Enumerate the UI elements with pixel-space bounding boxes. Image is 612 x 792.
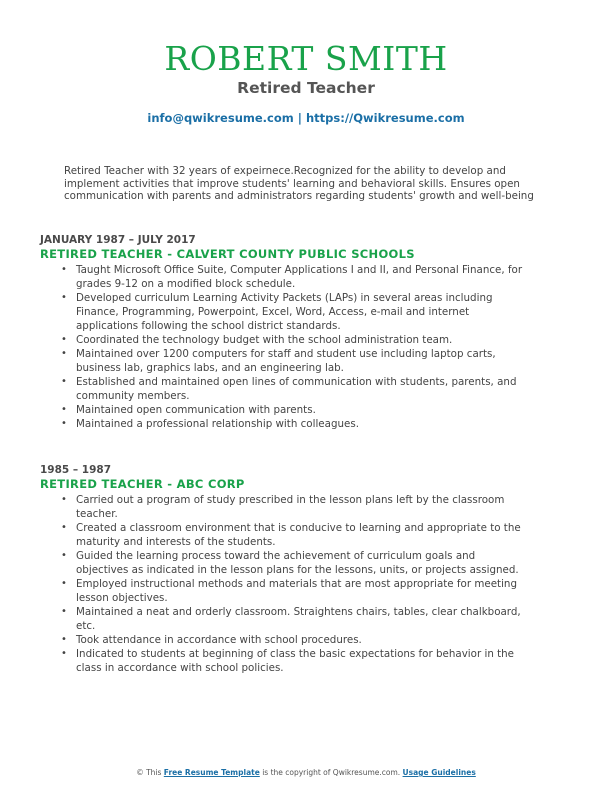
summary-paragraph: Retired Teacher with 32 years of expeirnece.Recognized for the ability to develop and implement activities that improve students' learning and behavioral skills. Ensures open communication with parents and administrators regarding students' growth and well-being xyxy=(64,165,534,202)
duty-item: • Employed instructional methods and materials that are most appropriate for meeting lesson objectives. xyxy=(61,578,517,604)
job-dates: 1985 – 1987 xyxy=(40,464,112,476)
usage-guidelines-link[interactable]: Usage Guidelines xyxy=(402,768,476,777)
bullet-icon: • xyxy=(61,334,67,345)
website-link[interactable]: https://Qwikresume.com xyxy=(305,111,465,125)
free-resume-template-link[interactable]: Free Resume Template xyxy=(163,768,260,777)
duty-item: • Indicated to students at beginning of class the basic expectations for behavior in the class in accordance with school policies. xyxy=(61,648,515,674)
bullet-icon: • xyxy=(61,606,67,617)
bullet-icon: • xyxy=(61,376,67,387)
bullet-icon: • xyxy=(61,550,67,561)
duty-item: • Took attendance in accordance with school procedures. xyxy=(61,634,362,646)
copyright-footer xyxy=(0,768,612,778)
duty-item: • Established and maintained open lines of communication with students, parents, and community members. xyxy=(61,376,517,402)
footer-middle: is the copyright of Qwikresume.com. xyxy=(262,768,401,777)
candidate-name: ROBERT SMITH xyxy=(164,39,448,78)
contact-line xyxy=(0,111,612,126)
bullet-icon: • xyxy=(61,292,67,303)
duty-item: • Coordinated the technology budget with the school administration team. xyxy=(61,334,453,346)
bullet-icon: • xyxy=(61,634,67,645)
duty-item: • Maintained open communication with parents. xyxy=(61,404,316,416)
bullet-icon: • xyxy=(61,404,67,415)
job-duties-list xyxy=(40,263,570,431)
duty-item: • Developed curriculum Learning Activity Packets (LAPs) in several areas including Finance, Programming, Powerpoint, Excel, Word, Access, e-mail and internet applications following the school district standards. xyxy=(61,292,493,332)
duty-item: • Maintained over 1200 computers for staff and student use including laptop carts, business lab, graphics labs, and an engineering lab. xyxy=(61,348,496,374)
duty-item: • Guided the learning process toward the achievement of curriculum goals and objectives as indicated in the lesson plans for the lessons, units, or projects assigned. xyxy=(61,550,519,576)
job-title: RETIRED TEACHER - ABC CORP xyxy=(40,477,245,491)
bullet-icon: • xyxy=(61,494,67,505)
job-duties-list xyxy=(40,493,570,675)
duty-item: • Created a classroom environment that is conducive to learning and appropriate to the maturity and interests of the students. xyxy=(61,522,521,548)
job-entry-1 xyxy=(40,234,570,431)
bullet-icon: • xyxy=(61,264,67,275)
duty-item: • Taught Microsoft Office Suite, Computer Applications I and II, and Personal Finance, for grades 9-12 on a modified block schedule. xyxy=(61,264,523,290)
bullet-icon: • xyxy=(61,418,67,429)
job-entry-2 xyxy=(40,464,570,675)
duty-item: • Carried out a program of study prescribed in the lesson plans left by the classroom teacher. xyxy=(61,494,505,520)
bullet-icon: • xyxy=(61,348,67,359)
job-dates: JANUARY 1987 – JULY 2017 xyxy=(40,234,196,246)
job-title: RETIRED TEACHER - CALVERT COUNTY PUBLIC SCHOOLS xyxy=(40,247,415,261)
footer-prefix: © This xyxy=(136,768,162,777)
bullet-icon: • xyxy=(61,578,67,589)
contact-separator: | xyxy=(297,111,302,125)
bullet-icon: • xyxy=(61,522,67,533)
email-link[interactable]: info@qwikresume.com xyxy=(147,111,294,125)
duty-item: • Maintained a neat and orderly classroom. Straightens chairs, tables, clear chalkboard, etc. xyxy=(61,606,521,632)
candidate-title: Retired Teacher xyxy=(237,79,375,97)
duty-item: • Maintained a professional relationship with colleagues. xyxy=(61,418,359,430)
bullet-icon: • xyxy=(61,648,67,659)
